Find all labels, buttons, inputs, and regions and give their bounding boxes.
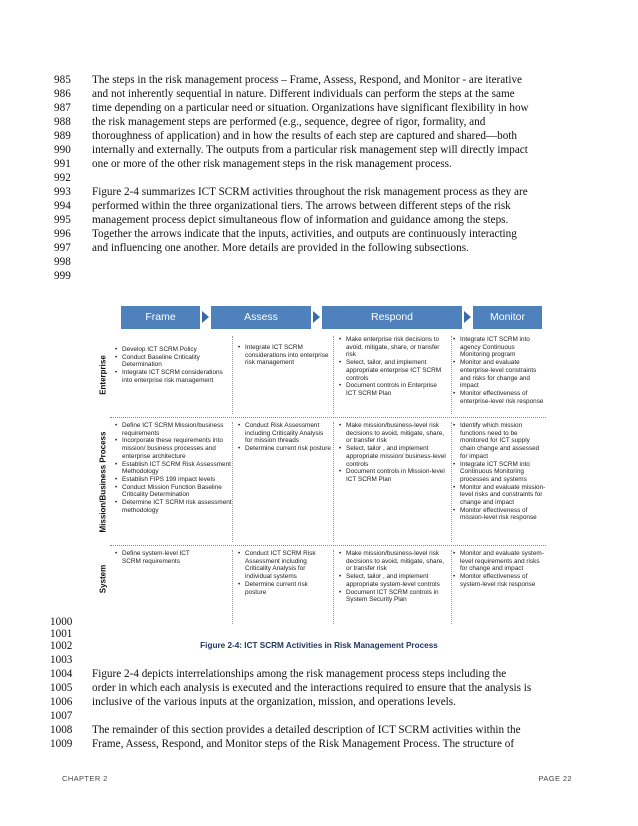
bullet-item: • Incorporate these requirements into mission/ business processes and enterprise architecture [114, 437, 232, 460]
line-number: 986 [54, 88, 71, 100]
text-line: inclusive of the various inputs at the organization, mission, and operations levels. [92, 696, 456, 708]
tier-label: Enterprise [98, 355, 108, 395]
footer-chapter: CHAPTER 2 [62, 774, 108, 783]
cell-respond [338, 336, 448, 398]
line-number: 1006 [50, 696, 73, 708]
tier-separator [110, 545, 546, 546]
bullet-item: • Conduct Risk Assessment including Criticality Analysis for mission threads [237, 422, 331, 445]
text-line: Figure 2-4 depicts interrelationships among the risk management process steps including the [92, 668, 507, 680]
bullet-item: • Make enterprise risk decisions to avoid, mitigate, share, or transfer risk [338, 336, 448, 359]
text-line: one or more of the other risk management steps in the risk management process. [92, 158, 452, 170]
tier-system [96, 548, 546, 626]
bullet-item: • Integrate ICT SCRM into Continuous Monitoring processes and systems [452, 461, 546, 484]
tier-enterprise [96, 334, 546, 416]
step-monitor: Monitor [473, 306, 542, 329]
bullet-item: • Monitor effectiveness of mission-level risk response [452, 507, 546, 522]
bullet-item: • Monitor effectiveness of enterprise-level risk response [452, 390, 546, 405]
cell-monitor [452, 336, 546, 405]
cell-monitor [452, 422, 546, 522]
bullet-item: • Define system-level ICT SCRM requirements [114, 550, 194, 565]
bullet-item: • Make mission/business-level risk decisions to avoid, mitigate, share, or transfer risk [338, 550, 448, 573]
line-number: 994 [54, 200, 71, 212]
bullet-item: • Make mission/business-level risk decisions to avoid, mitigate, share, or transfer risk [338, 422, 448, 445]
text-line: The remainder of this section provides a detailed description of ICT SCRM activities within the [92, 724, 521, 736]
bullet-item: • Monitor and evaluate enterprise-level constraints and risks for change and impact [452, 359, 546, 390]
line-number: 1001 [50, 628, 73, 640]
bullet-item: • Document ICT SCRM controls in System Security Plan [338, 589, 448, 604]
tier-mission-business [96, 420, 546, 544]
tier-separator [110, 417, 546, 418]
text-line: Figure 2-4 summarizes ICT SCRM activities throughout the risk management process as they are [92, 186, 528, 198]
figure-caption: Figure 2-4: ICT SCRM Activities in Risk Management Process [200, 641, 438, 650]
bullet-item: • Define ICT SCRM Mission/business requirements [114, 422, 232, 437]
bullet-item: • Select, tailor , and implement appropriate mission/ business-level controls [338, 445, 448, 468]
bullet-item: • Integrate ICT SCRM into agency Continuous Monitoring program [452, 336, 546, 359]
arrow-icon [313, 311, 320, 323]
process-steps-bar [121, 306, 542, 329]
line-number: 1008 [50, 724, 73, 736]
line-number: 1000 [50, 616, 73, 628]
step-respond: Respond [322, 306, 462, 329]
column-divider [333, 336, 334, 414]
line-number: 992 [54, 172, 71, 184]
cell-frame [114, 346, 230, 385]
bullet-item: • Conduct Mission Function Baseline Criticality Determination [114, 484, 232, 499]
line-number: 987 [54, 102, 71, 114]
text-line: the risk management steps are performed (e.g., sequence, degree of rigor, formality, and [92, 116, 486, 128]
arrow-icon [464, 311, 471, 323]
cell-frame [114, 422, 232, 514]
line-number: 1005 [50, 682, 73, 694]
cell-monitor [452, 550, 546, 589]
line-number: 989 [54, 130, 71, 142]
line-number: 990 [54, 144, 71, 156]
line-number: 1009 [50, 738, 73, 750]
bullet-item: • Develop ICT SCRM Policy [114, 346, 230, 354]
bullet-item: • Determine ICT SCRM risk assessment methodology [114, 499, 232, 514]
bullet-item: • Integrate ICT SCRM considerations into enterprise risk management [114, 369, 230, 384]
text-line: order in which each analysis is executed and the interactions required to ensure that the analysis is [92, 682, 532, 694]
bullet-item: • Document controls in Enterprise ICT SCRM Plan [338, 382, 448, 397]
bullet-item: • Determine current risk posture [237, 581, 329, 596]
tier-label: Mission/Business Process [98, 431, 108, 533]
cell-respond [338, 550, 448, 604]
text-line: internally and externally. The outputs from a particular risk management step will directly impact [92, 144, 528, 156]
line-number: 993 [54, 186, 71, 198]
tier-label: System [98, 564, 108, 594]
column-divider [232, 422, 233, 542]
line-number: 999 [54, 270, 71, 282]
bullet-item: • Monitor and evaluate system-level requirements and risks for change and impact [452, 550, 546, 573]
line-number: 995 [54, 214, 71, 226]
text-line: performed within the three organizational tiers. The arrows between different steps of the risk [92, 200, 511, 212]
arrow-icon [202, 311, 209, 323]
text-line: and influencing one another. More details are provided in the following subsections. [92, 242, 469, 254]
text-line: and not inherently sequential in nature. Different individuals can perform the steps at the same [92, 88, 515, 100]
column-divider [333, 422, 334, 542]
bullet-item: • Monitor and evaluate mission-level risks and constraints for change and impact [452, 484, 546, 507]
bullet-item: • Conduct ICT SCRM Risk Assessment including Criticality Analysis for individual systems [237, 550, 329, 581]
bullet-item: • Conduct Baseline Criticality Determination [114, 354, 230, 369]
line-number: 1002 [50, 640, 73, 652]
line-number: 997 [54, 242, 71, 254]
cell-assess [237, 344, 329, 367]
bullet-item: • Establish ICT SCRM Risk Assessment Methodology [114, 461, 232, 476]
text-line: management process depict simultaneous flow of information and guidance among the steps. [92, 214, 509, 226]
step-frame: Frame [121, 306, 200, 329]
text-line: Together the arrows indicate that the inputs, activities, and outputs are continuously interacting [92, 228, 517, 240]
column-divider [232, 336, 233, 414]
line-number: 1004 [50, 668, 73, 680]
step-assess: Assess [211, 306, 311, 329]
line-number: 996 [54, 228, 71, 240]
text-line: thoroughness of application) and in how the results of each step are captured and shared—both [92, 130, 517, 142]
bullet-item: • Select, tailor , and implement appropriate system-level controls [338, 573, 448, 588]
text-line: Frame, Assess, Respond, and Monitor steps of the Risk Management Process. The structure of [92, 738, 515, 750]
footer-page: PAGE 22 [538, 774, 572, 783]
bullet-item: • Integrate ICT SCRM considerations into enterprise risk management [237, 344, 329, 367]
bullet-item: • Identify which mission functions need to be monitored for ICT supply chain change and assessed for impact [452, 422, 546, 461]
line-number: 998 [54, 256, 71, 268]
line-number: 1007 [50, 710, 73, 722]
cell-assess [237, 422, 331, 453]
bullet-item: • Monitor effectiveness of system-level risk response [452, 573, 546, 588]
text-line: time depending on a particular need or situation. Organizations have significant flexibility in how [92, 102, 529, 114]
line-number: 991 [54, 158, 71, 170]
line-number: 1003 [50, 654, 73, 666]
bullet-item: • Document controls in Mission-level ICT SCRM Plan [338, 468, 448, 483]
cell-frame [114, 550, 194, 565]
line-number: 985 [54, 74, 71, 86]
column-divider [232, 550, 233, 624]
line-number: 988 [54, 116, 71, 128]
bullet-item: • Establish FIPS 199 impact levels [114, 476, 232, 484]
cell-assess [237, 550, 329, 596]
bullet-item: • Determine current risk posture [237, 445, 331, 453]
column-divider [333, 550, 334, 624]
text-line: The steps in the risk management process – Frame, Assess, Respond, and Monitor - are iterative [92, 74, 522, 86]
bullet-item: • Select, tailor, and implement appropriate enterprise ICT SCRM controls [338, 359, 448, 382]
cell-respond [338, 422, 448, 484]
